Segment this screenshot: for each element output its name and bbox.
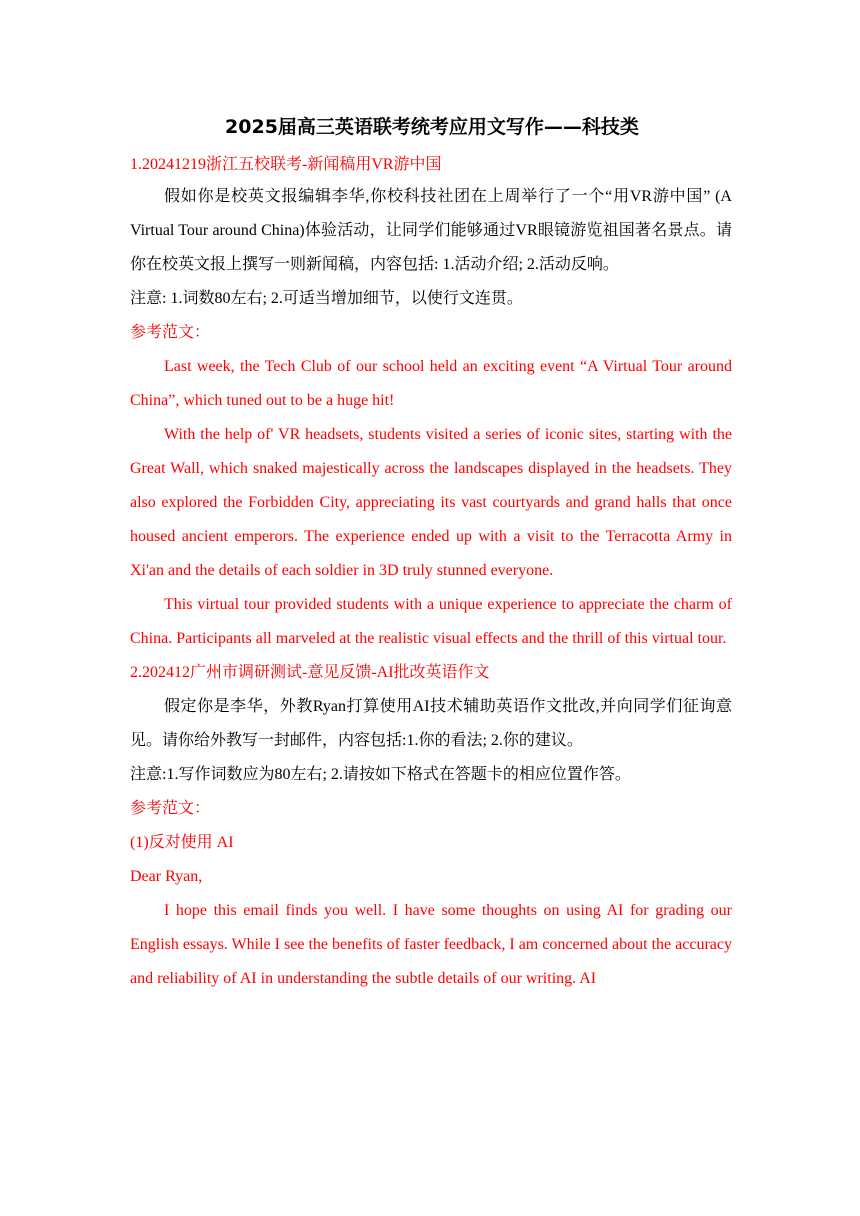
section-2-prompt: 假定你是李华，外教Ryan打算使用AI技术辅助英语作文批改,并向同学们征询意见。请你给外教写一封邮件，内容包括:1.你的看法; 2.你的建议。 bbox=[130, 698, 732, 749]
letter-salutation: Dear Ryan, bbox=[130, 868, 203, 885]
letter-paragraph-1: I hope this email finds you well. I have some thoughts on using AI for grading our English essays. While I see the benefits of faster feedback, I am concerned about the accuracy and reliability of AI in understanding the subtle details of our writing. AI bbox=[130, 902, 732, 987]
section-2-reference-label: 参考范文： bbox=[130, 800, 211, 817]
section-1-essay-paragraph-1: Last week, the Tech Club of our school held an exciting event “A Virtual Tour around China”, which tuned out to be a huge hit! bbox=[130, 358, 732, 409]
section-1-essay-paragraph-2: With the help of' VR headsets, students visited a series of iconic sites, starting with the Great Wall, which snaked majestically across the landscapes displayed in the headsets. They also explored the Forbidden City, appreciating its vast courtyards and grand halls that once housed ancient emperors. The experience ended up with a visit to the Terracotta Army in Xi'an and the details of each soldier in 3D truly stunned everyone. bbox=[130, 426, 732, 579]
section-1-note: 注意: 1.词数80左右; 2.可适当增加细节，以使行文连贯。 bbox=[130, 290, 523, 307]
section-1-reference-label: 参考范文： bbox=[130, 324, 211, 341]
section-2-heading: 2.202412广州市调研测试-意见反馈-AI批改英语作文 bbox=[130, 664, 490, 681]
section-2-subheading-oppose-ai: (1)反对使用 AI bbox=[130, 834, 234, 851]
section-1-heading: 1.20241219浙江五校联考-新闻稿用VR游中国 bbox=[130, 156, 442, 173]
section-2-note: 注意:1.写作词数应为80左右; 2.请按如下格式在答题卡的相应位置作答。 bbox=[130, 766, 631, 783]
section-1-prompt: 假如你是校英文报编辑李华,你校科技社团在上周举行了一个“用VR游中国” (A Virtual Tour around China)体验活动，让同学们能够通过VR眼镜游览祖国著名景点。请你在校英文报上撰写一则新闻稿，内容包括: 1.活动介绍; 2.活动反响。 bbox=[130, 188, 732, 273]
document-title: 2025届高三英语联考统考应用文写作——科技类 bbox=[225, 116, 639, 138]
section-1-essay-paragraph-3: This virtual tour provided students with a unique experience to appreciate the charm of China. Participants all marveled at the realistic visual effects and the thrill of this virtual tour. bbox=[130, 596, 732, 647]
